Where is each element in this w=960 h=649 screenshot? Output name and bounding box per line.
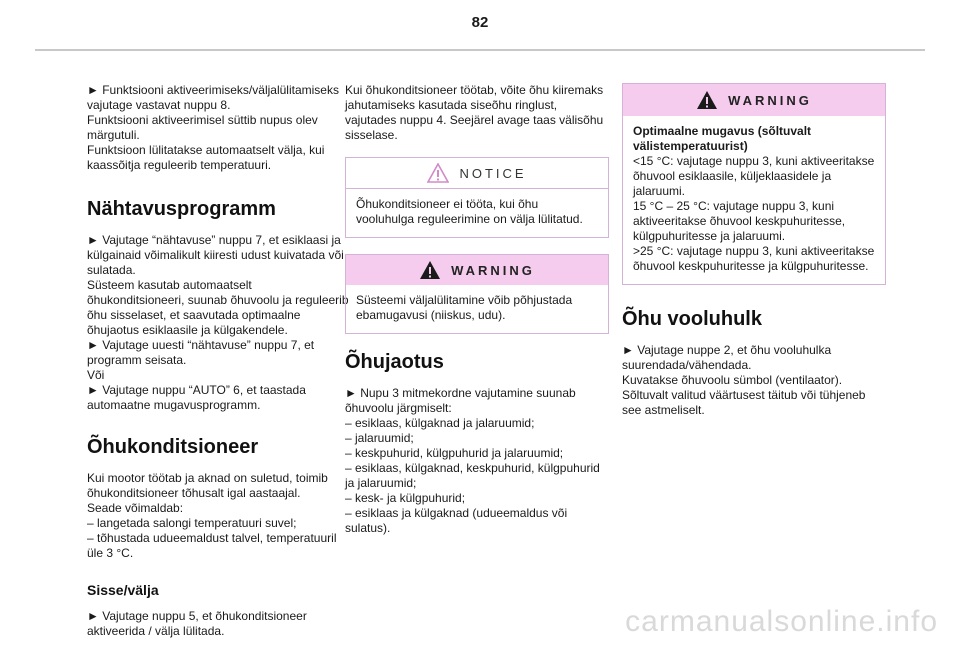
paragraph-ohujaotus: ► Nupu 3 mitmekordne vajutamine suunab õhuvoolu järgmiselt: – esiklaas, külgaknad ja jalaruumid; – jalaruumid; – keskpuhurid, külgpuhurid ja jalaruumid; – esiklaas, külgaknad, keskpuhurid, külgpuhurid ja jalaruumid; – kesk- ja külgpuhurid; – esiklaas ja külgaknad (udueemaldus või sulatus). [345,386,600,535]
column-3 [622,83,886,418]
watermark: carmanualsonline.info [625,605,938,638]
heading-sisse-valja: Sisse/välja [87,582,159,598]
warning-box [345,254,609,334]
warning-subheading: Optimaalne mugavus (sõltuvalt välistemperatuurist) [633,124,812,153]
paragraph-intro: ► Funktsiooni aktiveerimiseks/väljalülitamiseks vajutage vastavat nuppu 8. Funktsiooni aktiveerimisel süttib nupus olev märgutuli. Funktsioon lülitatakse automaatselt välja, kui kaassõitja reguleerib temperatuuri. [87,83,339,172]
warning-body: Süsteemi väljalülitamine võib põhjustada ebamugavusi (niiskus, udu). [356,293,573,322]
heading-ohu-vooluhulk: Õhu vooluhulk [622,308,762,330]
header-rule [35,49,925,51]
warning-header [346,255,608,285]
column-2 [345,83,609,536]
paragraph-recirculation: Kui õhukonditsioneer töötab, võite õhu kiiremaks jahutamiseks kasutada siseõhu ringlust, vajutades nuppu 4. Seejärel avage taas välisõhu sisselase. [345,83,604,142]
warning-title: WARNING [451,262,535,278]
column-1 [87,83,351,639]
warning-header [623,84,885,116]
warning-triangle-icon [427,163,449,183]
page-number: 82 [471,14,489,31]
warning-box-comfort [622,83,886,285]
paragraph-nahtavusprogramm: ► Vajutage “nähtavuse” nuppu 7, et esiklaasi ja külgainaid võimalikult kiiresti udust kuivatada või sulatada. Süsteem kasutab automaatselt õhukonditsioneeri, suunab õhuvoolu ja reguleerib õhu sisselaset, et saavutada optimaalne õhujaotus esiklaasile ja külgakendele. ► Vajutage uuesti “nähtavuse” nuppu 7, et programm seisata. Või ► Vajutage nuppu “AUTO” 6, et taastada automaatne mugavusprogramm. [87,233,349,412]
warning-body [623,116,885,284]
warning-text: <15 °C: vajutage nuppu 3, kuni aktiveeritakse õhuvool esiklaasile, küljeklaasidele ja jalaruumi. 15 °C – 25 °C: vajutage nuppu 3, kuni aktiveeritakse õhuvool keskpuhuritesse, külgpuhuritesse ja jalaruumi. >25 °C: vajutage nuppu 3, kuni aktiveeritakse õhuvool keskpuhuritesse ja külgpuhuritesse. [633,154,875,273]
notice-title: NOTICE [459,165,527,181]
notice-header [346,158,608,189]
warning-title: WARNING [728,92,812,108]
heading-ohujaotus: Õhujaotus [345,351,444,373]
notice-box [345,157,609,238]
heading-nahtavusprogramm: Nähtavusprogramm [87,198,276,220]
warning-triangle-icon [696,90,718,110]
heading-ohukonditsioneer: Õhukonditsioneer [87,436,259,458]
warning-triangle-icon [419,260,441,280]
paragraph-ohu-vooluhulk: ► Vajutage nuppe 2, et õhu vooluhulka suurendada/vähendada. Kuvatakse õhuvoolu sümbol (ventilaator). Sõltuvalt valitud väärtusest täitub või tühjeneb see astmeliselt. [622,343,866,417]
notice-body: Õhukonditsioneer ei tööta, kui õhu vooluhulga reguleerimine on välja lülitatud. [356,197,583,226]
paragraph-ohukonditsioneer: Kui mootor töötab ja aknad on suletud, toimib õhukonditsioneer tõhusalt igal aastaajal. Seade võimaldab: – langetada salongi temperatuuri suvel; – tõhustada udueemaldust talvel, temperatuuril üle 3 °C. [87,471,337,560]
paragraph-sisse-valja: ► Vajutage nuppu 5, et õhukonditsioneer aktiveerida / välja lülitada. [87,609,307,638]
